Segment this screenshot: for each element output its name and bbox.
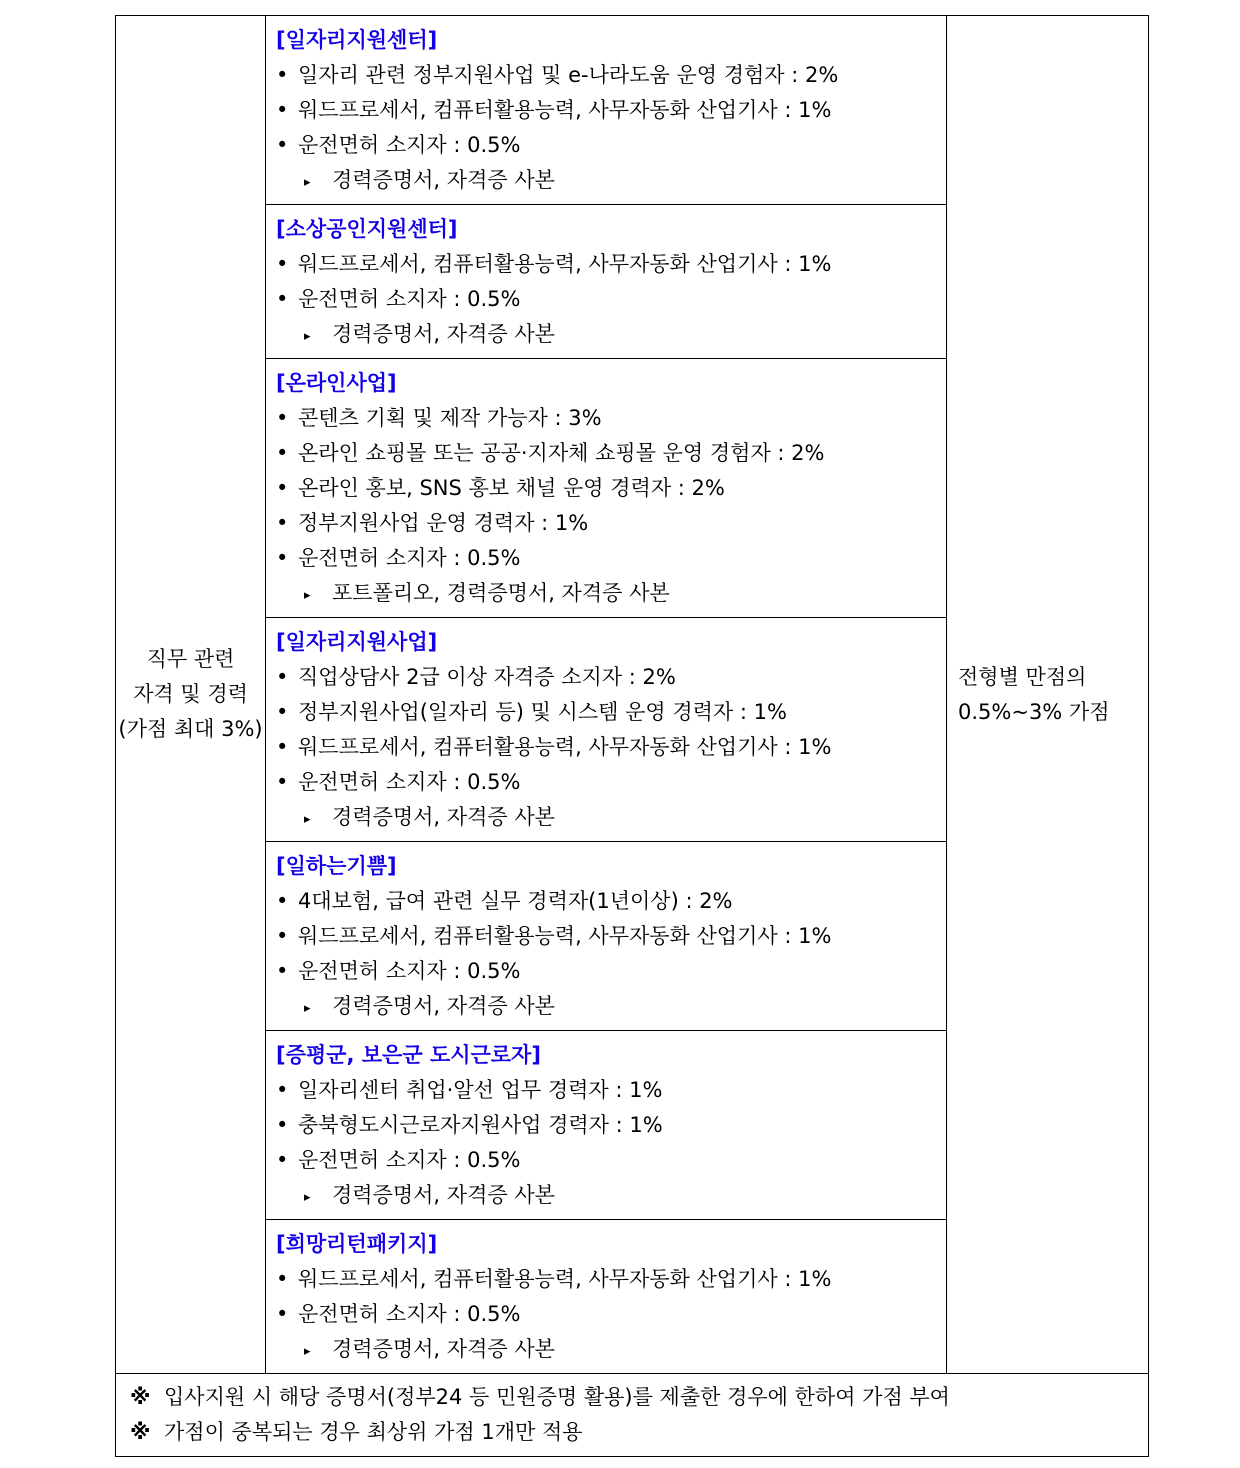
criteria-item-text: 콘텐츠 기획 및 제작 가능자 : 3%: [298, 406, 602, 430]
reference-mark-icon: ※: [130, 1385, 151, 1409]
note-text: 가점이 중복되는 경우 최상위 가점 1개만 적용: [164, 1420, 583, 1444]
criteria-item: [276, 93, 946, 128]
criteria-item: [276, 730, 946, 765]
required-documents-text: 경력증명서, 자격증 사본: [332, 322, 555, 346]
bullet-icon: •: [276, 252, 289, 276]
table-main-row: [116, 16, 1149, 1374]
criteria-item-text: 워드프로세서, 컴퓨터활용능력, 사무자동화 산업기사 : 1%: [298, 1267, 832, 1291]
bullet-icon: •: [276, 770, 289, 794]
criteria-item: [276, 282, 946, 317]
criteria-item-text: 온라인 홍보, SNS 홍보 채널 운영 경력자 : 2%: [298, 476, 725, 500]
bullet-icon: •: [276, 1113, 289, 1137]
bullet-icon: •: [276, 889, 289, 913]
criteria-item-text: 운전면허 소지자 : 0.5%: [298, 1302, 521, 1326]
criteria-item: [276, 765, 946, 800]
bullet-icon: •: [276, 476, 289, 500]
criteria-item: [276, 660, 946, 695]
criteria-section: [266, 16, 946, 205]
required-documents-text: 경력증명서, 자격증 사본: [332, 1337, 555, 1361]
criteria-item: [276, 436, 946, 471]
category-line-1: 직무 관련: [146, 647, 235, 671]
bullet-icon: •: [276, 665, 289, 689]
criteria-item-text: 워드프로세서, 컴퓨터활용능력, 사무자동화 산업기사 : 1%: [298, 735, 832, 759]
required-documents-text: 포트폴리오, 경력증명서, 자격증 사본: [332, 581, 670, 605]
bullet-icon: •: [276, 287, 289, 311]
section-title: [증평군, 보은군 도시근로자]: [276, 1043, 541, 1067]
criteria-item: [276, 506, 946, 541]
criteria-item-text: 정부지원사업 운영 경력자 : 1%: [298, 511, 589, 535]
criteria-section: [266, 1031, 946, 1220]
bullet-icon: •: [276, 1078, 289, 1102]
bullet-icon: •: [276, 735, 289, 759]
criteria-cell: [266, 16, 947, 1374]
criteria-item-text: 충북형도시근로자지원사업 경력자 : 1%: [298, 1113, 663, 1137]
bullet-icon: •: [276, 1148, 289, 1172]
criteria-section: [266, 842, 946, 1031]
criteria-item-text: 운전면허 소지자 : 0.5%: [298, 546, 521, 570]
criteria-item-text: 온라인 쇼핑몰 또는 공공·지자체 쇼핑몰 운영 경험자 : 2%: [298, 441, 825, 465]
criteria-item: [276, 1108, 946, 1143]
bullet-icon: •: [276, 924, 289, 948]
section-title: [온라인사업]: [276, 371, 397, 395]
triangle-right-icon: ▸: [304, 1190, 311, 1205]
criteria-section: [266, 1220, 946, 1373]
criteria-item-text: 운전면허 소지자 : 0.5%: [298, 770, 521, 794]
bullet-icon: •: [276, 700, 289, 724]
criteria-item-text: 운전면허 소지자 : 0.5%: [298, 287, 521, 311]
bullet-icon: •: [276, 546, 289, 570]
section-title: [소상공인지원센터]: [276, 217, 458, 241]
bullet-icon: •: [276, 441, 289, 465]
required-documents: [276, 1178, 946, 1215]
reference-mark-icon: ※: [130, 1420, 151, 1444]
section-title: [일자리지원사업]: [276, 630, 438, 654]
bullet-icon: •: [276, 511, 289, 535]
criteria-item: [276, 695, 946, 730]
notes-cell: [116, 1374, 1149, 1457]
required-documents-text: 경력증명서, 자격증 사본: [332, 1183, 555, 1207]
bullet-icon: •: [276, 959, 289, 983]
criteria-item: [276, 401, 946, 436]
criteria-item: [276, 1143, 946, 1178]
criteria-item: [276, 541, 946, 576]
criteria-item: [276, 1297, 946, 1332]
criteria-item-text: 직업상담사 2급 이상 자격증 소지자 : 2%: [298, 665, 676, 689]
triangle-right-icon: ▸: [304, 812, 311, 827]
required-documents: [276, 163, 946, 200]
criteria-section: [266, 205, 946, 359]
required-documents: [276, 576, 946, 613]
criteria-item: [276, 884, 946, 919]
score-line-2: 0.5%~3% 가점: [958, 699, 1110, 724]
required-documents-text: 경력증명서, 자격증 사본: [332, 994, 555, 1018]
criteria-item-text: 운전면허 소지자 : 0.5%: [298, 133, 521, 157]
criteria-item-text: 일자리 관련 정부지원사업 및 e-나라도움 운영 경험자 : 2%: [298, 63, 839, 87]
criteria-item-text: 운전면허 소지자 : 0.5%: [298, 959, 521, 983]
bullet-icon: •: [276, 1267, 289, 1291]
required-documents: [276, 1332, 946, 1369]
triangle-right-icon: ▸: [304, 329, 311, 344]
triangle-right-icon: ▸: [304, 175, 311, 190]
criteria-section: [266, 359, 946, 618]
category-line-3: (가점 최대 3%): [118, 717, 263, 741]
bullet-icon: •: [276, 63, 289, 87]
bullet-icon: •: [276, 98, 289, 122]
category-line-2: 자격 및 경력: [133, 682, 248, 706]
criteria-item: [276, 1073, 946, 1108]
criteria-item: [276, 919, 946, 954]
bullet-icon: •: [276, 406, 289, 430]
required-documents-text: 경력증명서, 자격증 사본: [332, 168, 555, 192]
criteria-section: [266, 618, 946, 842]
required-documents: [276, 800, 946, 837]
criteria-item-text: 워드프로세서, 컴퓨터활용능력, 사무자동화 산업기사 : 1%: [298, 252, 832, 276]
bullet-icon: •: [276, 1302, 289, 1326]
criteria-item-text: 운전면허 소지자 : 0.5%: [298, 1148, 521, 1172]
required-documents: [276, 317, 946, 354]
criteria-item: [276, 471, 946, 506]
section-title: [일자리지원센터]: [276, 28, 438, 52]
criteria-item-text: 워드프로세서, 컴퓨터활용능력, 사무자동화 산업기사 : 1%: [298, 924, 832, 948]
criteria-item-text: 정부지원사업(일자리 등) 및 시스템 운영 경력자 : 1%: [298, 700, 787, 724]
triangle-right-icon: ▸: [304, 1001, 311, 1016]
triangle-right-icon: ▸: [304, 1344, 311, 1359]
criteria-item-text: 일자리센터 취업·알선 업무 경력자 : 1%: [298, 1078, 663, 1102]
qualification-table: [115, 15, 1149, 1457]
table-notes-row: [116, 1374, 1149, 1457]
bullet-icon: •: [276, 133, 289, 157]
section-title: [희망리턴패키지]: [276, 1232, 438, 1256]
required-documents: [276, 989, 946, 1026]
triangle-right-icon: ▸: [304, 588, 311, 603]
criteria-item: [276, 954, 946, 989]
score-cell: [947, 16, 1149, 1374]
category-cell: [116, 16, 266, 1374]
criteria-item: [276, 247, 946, 282]
criteria-item: [276, 128, 946, 163]
score-line-1: 전형별 만점의: [958, 664, 1087, 689]
section-title: [일하는기쁨]: [276, 854, 397, 878]
criteria-item-text: 워드프로세서, 컴퓨터활용능력, 사무자동화 산업기사 : 1%: [298, 98, 832, 122]
required-documents-text: 경력증명서, 자격증 사본: [332, 805, 555, 829]
note-line: [130, 1415, 1148, 1450]
note-text: 입사지원 시 해당 증명서(정부24 등 민원증명 활용)를 제출한 경우에 한하여 가점 부여: [164, 1385, 950, 1409]
criteria-item: [276, 58, 946, 93]
criteria-item: [276, 1262, 946, 1297]
note-line: [130, 1380, 1148, 1415]
criteria-item-text: 4대보험, 급여 관련 실무 경력자(1년이상) : 2%: [298, 889, 733, 913]
